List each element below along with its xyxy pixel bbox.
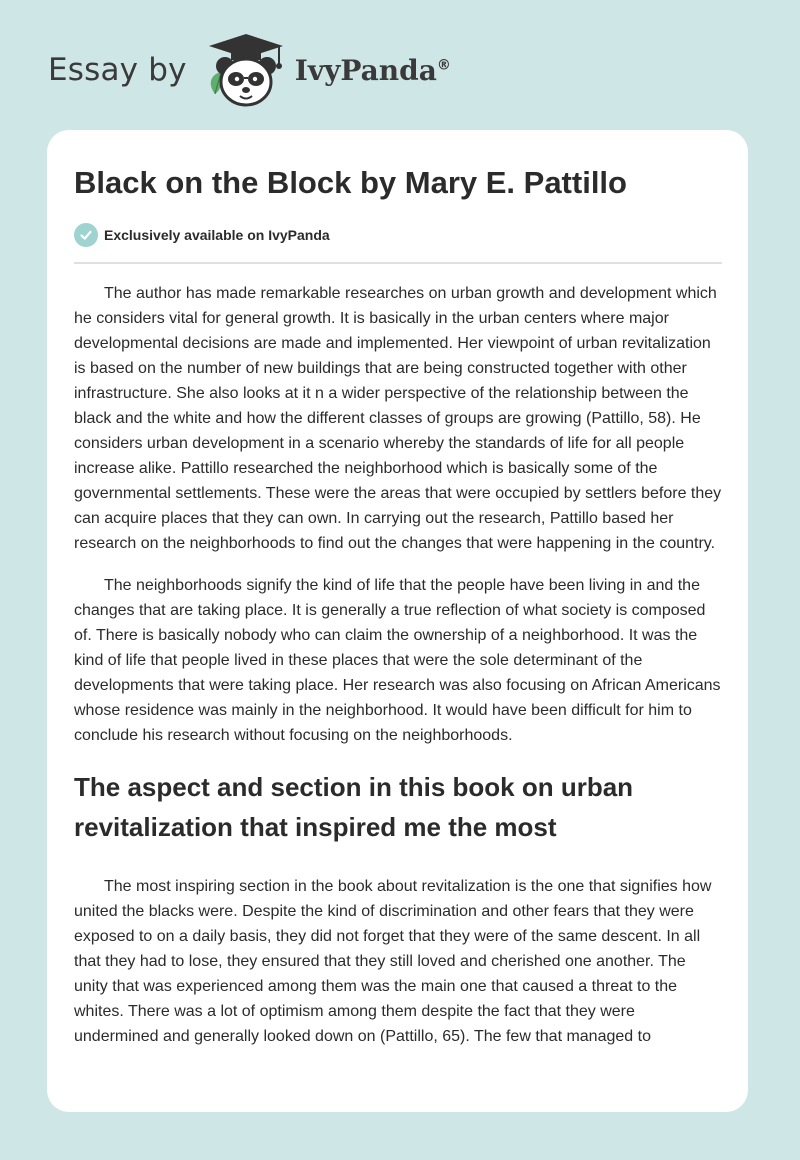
exclusive-label: Exclusively available on IvyPanda [104,227,330,243]
check-icon [74,223,98,247]
divider [74,262,722,264]
registered-mark: ® [436,57,451,74]
site-header [48,30,451,110]
paragraph: The most inspiring section in the book about revitalization is the one that signifies how united the blacks were. Despite the kind of discrimination and other fears that they were exposed to on a daily basis, they did not forget that they were of the same descent. In all that they had to lose, they ensured that they still loved and cherished one another. The unity that was experienced among them was the main one that caused a threat to the whites. There was a lot of optimism among them despite the fact that they were undermined and generally looked down on (Pattillo, 65). The few that managed to [74,878,712,1045]
exclusive-badge [74,222,722,248]
paragraph: The neighborhoods signify the kind of life that the people have been living in and the changes that are taking place. It is generally a true reflection of what society is composed of. There is basically nobody who can claim the ownership of a neighborhood. It was the kind of life that people lived in these places that were the sole determinant of the developments that were taking place. Her research was also focusing on African Americans whose residence was mainly in the neighborhood. It would have been difficult for him to conclude his research without focusing on the neighborhoods. [74,577,721,744]
brand-name: IvyPanda® [294,53,451,87]
page-title: Black on the Block by Mary E. Pattillo [74,165,627,200]
panda-graduate-icon [201,30,291,110]
essay-card [47,130,748,1112]
essay-by-label: Essay by [48,52,187,88]
section-heading: The aspect and section in this book on urban revitalization that inspired me the most [74,772,634,842]
paragraph: The author has made remarkable researches on urban growth and development which he considers vital for general growth. It is basically in the urban centers where major developmental decisions are made and implemented. Her viewpoint of urban revitalization is based on the number of new buildings that are being constructed together with other infrastructure. She also looks at it n a wider perspective of the relationship between the black and the white and how the different classes of groups are growing (Pattillo, 58). He considers urban development in a scenario whereby the standards of life for all people increase alike. Pattillo researched the neighborhood which is basically some of the governmental settlements. These were the areas that were occupied by settlers before they can acquire places that they can own. In carrying out the research, Pattillo based her research on the neighborhoods to find out the changes that were happening in the country. [74,285,722,552]
